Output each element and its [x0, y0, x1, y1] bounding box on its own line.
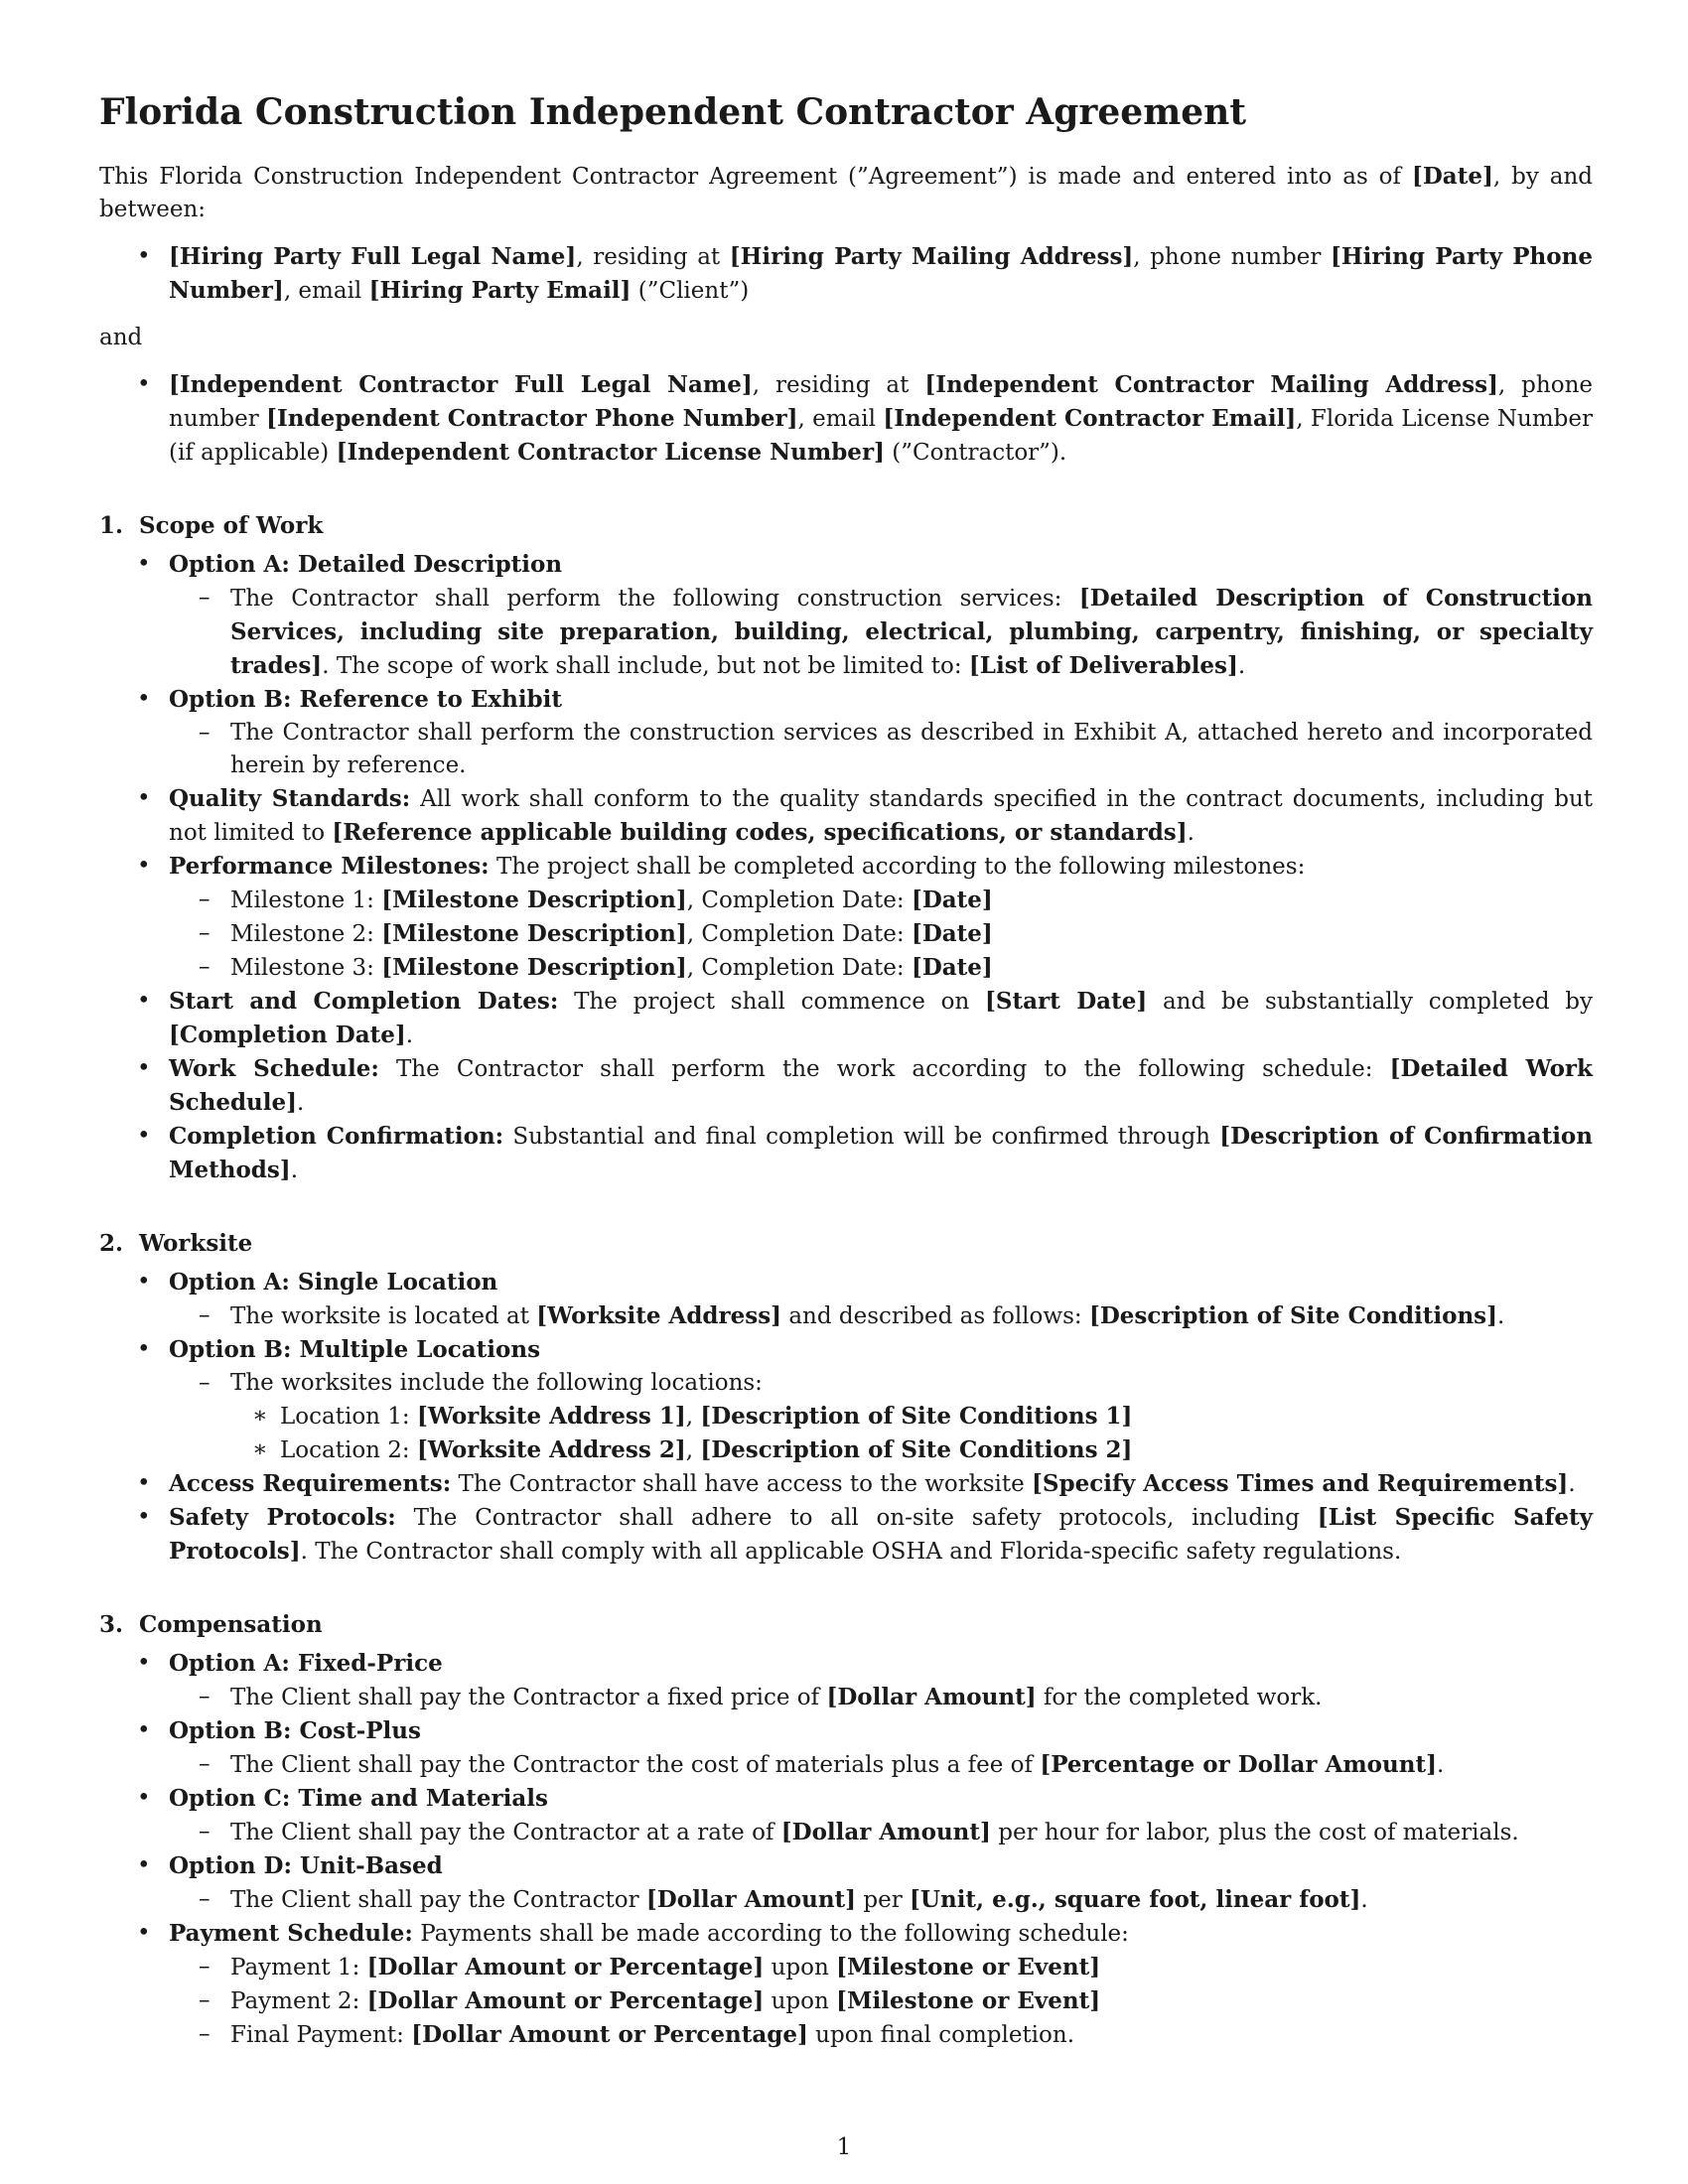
- compensation-list: [99, 1647, 1593, 2052]
- client-party: • [Hiring Party Full Legal Name], residing at [Hiring Party Mailing Address], phone number [Hiring Party Phone Number], email [Hiring Party Email] (”Client”): [99, 240, 1593, 308]
- payment-schedule: • Payment Schedule: Payments shall be made according to the following schedule: – Payment 1: [Dollar Amount or Percentage] upon [Milestone or Event] – Payment 2: [Dollar Amount or Percentage] upon [Milestone or Event] – Final Payment: [Dollar Amount or Percentage] upon final completion.: [99, 1917, 1593, 2052]
- location-item: ∗ Location 1: [Worksite Address 1], [Description of Site Conditions 1]: [230, 1400, 1593, 1433]
- safety-protocols: • Safety Protocols: The Contractor shall adhere to all on-site safety protocols, including [List Specific Safety Protocols]. The Contractor shall comply with all applicable OSHA and Florida-specific safety regulations.: [99, 1501, 1593, 1569]
- section-heading-worksite: 2. Worksite: [99, 1230, 253, 1258]
- compensation-option-a: • Option A: Fixed-Price – The Client shall pay the Contractor a fixed price of [Dollar Amount] for the completed work.: [99, 1647, 1593, 1714]
- compensation-option-d: • Option D: Unit-Based – The Client shall pay the Contractor [Dollar Amount] per [Unit, e.g., square foot, linear foot].: [99, 1849, 1593, 1917]
- and-connector: and: [99, 325, 143, 351]
- scope-option-a-text: – The Contractor shall perform the following construction services: [Detailed Description of Construction Services, including site preparation, building, electrical, plumbing, carpentry, finishing, or specialty trades]. The scope of work shall include, but not be limited to: [List of Deliverables].: [169, 582, 1593, 683]
- access-requirements: • Access Requirements: The Contractor shall have access to the worksite [Specify Access Times and Requirements].: [99, 1467, 1593, 1501]
- milestone-item: – Milestone 1: [Milestone Description], Completion Date: [Date]: [169, 884, 1593, 917]
- start-completion-dates: • Start and Completion Dates: The project shall commence on [Start Date] and be substantially completed by [Completion Date].: [99, 985, 1593, 1052]
- final-payment-item: – Final Payment: [Dollar Amount or Percentage] upon final completion.: [169, 2018, 1593, 2052]
- milestone-item: – Milestone 3: [Milestone Description], Completion Date: [Date]: [169, 951, 1593, 985]
- scope-option-a: • Option A: Detailed Description – The Contractor shall perform the following construction services: [Detailed Description of Construction Services, including site preparation, building, electrical, plumbing, carpentry, finishing, or specialty trades]. The scope of work shall include, but not be limited to: [List of Deliverables].: [99, 548, 1593, 683]
- intro-paragraph: This Florida Construction Independent Contractor Agreement (”Agreement”) is made and entered into as of [Date], by and between:: [99, 163, 1593, 223]
- scope-option-b-text: – The Contractor shall perform the construction services as described in Exhibit A, attached hereto and incorporated herein by reference.: [169, 717, 1593, 782]
- contractor-party: • [Independent Contractor Full Legal Name], residing at [Independent Contractor Mailing Address], phone number [Independent Contractor Phone Number], email [Independent Contractor Email], Florida License Number (if applicable) [Independent Contractor License Number] (”Contractor”).: [99, 368, 1593, 470]
- worksite-list: [99, 1266, 1593, 1569]
- section-heading-compensation: 3. Compensation: [99, 1611, 323, 1639]
- agreement-date-placeholder: [Date]: [1411, 163, 1493, 191]
- compensation-option-d-text: – The Client shall pay the Contractor [Dollar Amount] per [Unit, e.g., square foot, linear foot].: [169, 1883, 1593, 1917]
- document-title: Florida Construction Independent Contractor Agreement: [99, 91, 1246, 133]
- work-schedule: • Work Schedule: The Contractor shall perform the work according to the following schedule: [Detailed Work Schedule].: [99, 1052, 1593, 1120]
- compensation-option-c: • Option C: Time and Materials – The Client shall pay the Contractor at a rate of [Dollar Amount] per hour for labor, plus the cost of materials.: [99, 1782, 1593, 1849]
- compensation-option-b-text: – The Client shall pay the Contractor the cost of materials plus a fee of [Percentage or Dollar Amount].: [169, 1748, 1593, 1782]
- quality-standards: • Quality Standards: All work shall conform to the quality standards specified in the contract documents, including but not limited to [Reference applicable building codes, specifications, or standards].: [99, 782, 1593, 850]
- compensation-option-a-text: – The Client shall pay the Contractor a fixed price of [Dollar Amount] for the completed work.: [169, 1681, 1593, 1714]
- worksite-option-a-text: – The worksite is located at [Worksite Address] and described as follows: [Description of Site Conditions].: [169, 1299, 1593, 1333]
- payment-item: – Payment 2: [Dollar Amount or Percentage] upon [Milestone or Event]: [169, 1984, 1593, 2018]
- completion-confirmation: • Completion Confirmation: Substantial and final completion will be confirmed through [Description of Confirmation Methods].: [99, 1120, 1593, 1187]
- compensation-option-c-text: – The Client shall pay the Contractor at a rate of [Dollar Amount] per hour for labor, plus the cost of materials.: [169, 1816, 1593, 1849]
- performance-milestones: • Performance Milestones: The project shall be completed according to the following milestones: – Milestone 1: [Milestone Description], Completion Date: [Date] – Milestone 2: [Milestone Description], Completion Date: [Date] – Milestone 3: [Milestone Description], Completion Date: [Date]: [99, 850, 1593, 985]
- worksite-option-a: • Option A: Single Location – The worksite is located at [Worksite Address] and described as follows: [Description of Site Conditions].: [99, 1266, 1593, 1333]
- document-page: [99, 79, 1593, 2052]
- page-number: 1: [836, 2134, 852, 2160]
- section-heading-scope-of-work: 1. Scope of Work: [99, 512, 324, 540]
- location-item: ∗ Location 2: [Worksite Address 2], [Description of Site Conditions 2]: [230, 1433, 1593, 1467]
- client-party-list: [99, 240, 1593, 308]
- contractor-party-list: [99, 368, 1593, 470]
- scope-of-work-list: [99, 548, 1593, 1187]
- compensation-option-b: • Option B: Cost-Plus – The Client shall pay the Contractor the cost of materials plus a fee of [Percentage or Dollar Amount].: [99, 1714, 1593, 1782]
- scope-option-b: • Option B: Reference to Exhibit – The Contractor shall perform the construction services as described in Exhibit A, attached hereto and incorporated herein by reference.: [99, 683, 1593, 782]
- worksite-option-b: • Option B: Multiple Locations – The worksites include the following locations: ∗ Location 1: [Worksite Address 1], [Description of Site Conditions 1] ∗ Location 2: [Worksite Address 2], [Description of Site Conditions 2]: [99, 1333, 1593, 1467]
- worksite-option-b-text: – The worksites include the following locations: ∗ Location 1: [Worksite Address 1], [Description of Site Conditions 1] ∗ Location 2: [Worksite Address 2], [Description of Site Conditions 2]: [169, 1367, 1593, 1467]
- milestone-item: – Milestone 2: [Milestone Description], Completion Date: [Date]: [169, 917, 1593, 951]
- payment-item: – Payment 1: [Dollar Amount or Percentage] upon [Milestone or Event]: [169, 1951, 1593, 1984]
